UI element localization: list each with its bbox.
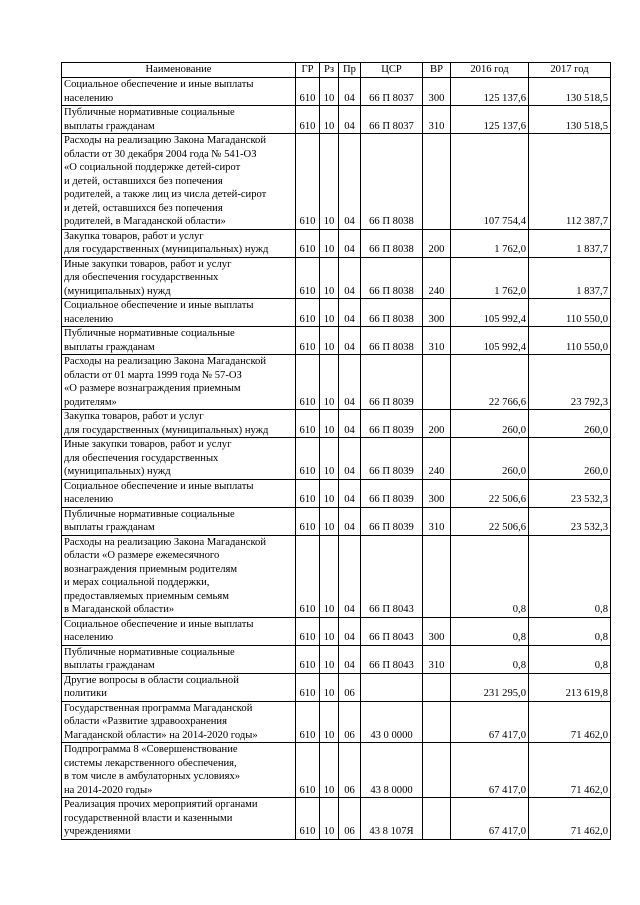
cell-name: Социальное обеспечение и иные выплаты населению [62,617,296,645]
cell-vr: 200 [423,229,451,257]
cell-vr [423,798,451,840]
cell-vr: 300 [423,617,451,645]
header-2017: 2017 год [529,63,611,78]
cell-2016: 105 992,4 [451,327,529,355]
cell-pr: 04 [339,106,361,134]
cell-rz: 10 [320,798,339,840]
cell-name: Расходы на реализацию Закона Магаданской области от 01 марта 1999 года № 57-ОЗ «О размере вознаграждения приемным родителям» [62,355,296,410]
cell-csr: 66 П 8038 [361,229,423,257]
cell-name: Закупка товаров, работ и услуг для государственных (муниципальных) нужд [62,410,296,438]
cell-2017: 0,8 [529,645,611,673]
cell-vr: 310 [423,327,451,355]
cell-csr: 66 П 8038 [361,257,423,299]
cell-csr [361,673,423,701]
cell-name: Публичные нормативные социальные выплаты гражданам [62,327,296,355]
cell-csr: 66 П 8039 [361,410,423,438]
cell-gr: 610 [296,327,320,355]
cell-vr [423,743,451,798]
cell-vr: 300 [423,299,451,327]
cell-vr: 310 [423,645,451,673]
cell-2017: 260,0 [529,410,611,438]
table-row [62,479,611,507]
cell-2016: 125 137,6 [451,78,529,106]
cell-csr: 66 П 8038 [361,327,423,355]
table-row [62,78,611,106]
cell-rz: 10 [320,535,339,617]
cell-name: Расходы на реализацию Закона Магаданской области от 30 декабря 2004 года № 541-ОЗ «О социальной поддержке детей-сирот и детей, оставшихся без попечения родителей, а также лиц из числа детей-сирот и детей, оставшихся без попечения родителей, в Магаданской области» [62,134,296,230]
table-row [62,229,611,257]
table-row [62,299,611,327]
cell-rz: 10 [320,299,339,327]
cell-pr: 06 [339,798,361,840]
cell-2016: 105 992,4 [451,299,529,327]
cell-csr: 66 П 8043 [361,645,423,673]
header-gr: ГР [296,63,320,78]
table-body [62,78,611,840]
header-pr: Пр [339,63,361,78]
cell-2016: 0,8 [451,535,529,617]
cell-2017: 1 837,7 [529,257,611,299]
cell-pr: 04 [339,410,361,438]
cell-2017: 71 462,0 [529,743,611,798]
cell-gr: 610 [296,355,320,410]
cell-csr: 66 П 8043 [361,535,423,617]
cell-2017: 71 462,0 [529,701,611,743]
cell-pr: 06 [339,743,361,798]
cell-vr [423,535,451,617]
cell-rz: 10 [320,479,339,507]
table-row [62,743,611,798]
cell-name: Расходы на реализацию Закона Магаданской области «О размере ежемесячного вознаграждения приемным родителям и мерах социальной поддержки, предоставляемых приемным семьям в Магаданской области» [62,535,296,617]
cell-name: Реализация прочих мероприятий органами государственной власти и казенными учреждениями [62,798,296,840]
cell-pr: 06 [339,701,361,743]
cell-2016: 22 506,6 [451,479,529,507]
cell-2017: 71 462,0 [529,798,611,840]
cell-rz: 10 [320,78,339,106]
cell-2016: 0,8 [451,645,529,673]
cell-2016: 0,8 [451,617,529,645]
table-row [62,535,611,617]
cell-vr: 310 [423,507,451,535]
cell-2017: 23 792,3 [529,355,611,410]
cell-2016: 67 417,0 [451,798,529,840]
cell-2017: 260,0 [529,438,611,480]
cell-vr: 300 [423,78,451,106]
cell-name: Публичные нормативные социальные выплаты гражданам [62,645,296,673]
cell-rz: 10 [320,438,339,480]
cell-gr: 610 [296,134,320,230]
table-row [62,645,611,673]
budget-table [61,62,611,840]
cell-2017: 0,8 [529,535,611,617]
cell-gr: 610 [296,743,320,798]
cell-gr: 610 [296,78,320,106]
cell-pr: 04 [339,299,361,327]
cell-name: Иные закупки товаров, работ и услуг для обеспечения государственных (муниципальных) нужд [62,438,296,480]
budget-page [61,62,611,840]
cell-csr: 66 П 8043 [361,617,423,645]
cell-2017: 110 550,0 [529,327,611,355]
cell-pr: 04 [339,645,361,673]
cell-csr: 66 П 8039 [361,438,423,480]
cell-csr: 66 П 8037 [361,106,423,134]
cell-csr: 43 0 0000 [361,701,423,743]
cell-pr: 04 [339,617,361,645]
cell-2017: 23 532,3 [529,479,611,507]
cell-rz: 10 [320,617,339,645]
cell-2017: 130 518,5 [529,78,611,106]
cell-rz: 10 [320,673,339,701]
cell-csr: 66 П 8038 [361,134,423,230]
cell-gr: 610 [296,507,320,535]
table-row [62,438,611,480]
cell-rz: 10 [320,507,339,535]
cell-vr: 240 [423,257,451,299]
cell-name: Публичные нормативные социальные выплаты гражданам [62,507,296,535]
cell-name: Социальное обеспечение и иные выплаты населению [62,78,296,106]
cell-2017: 112 387,7 [529,134,611,230]
table-row [62,106,611,134]
cell-2017: 0,8 [529,617,611,645]
header-csr: ЦСР [361,63,423,78]
cell-pr: 04 [339,229,361,257]
cell-vr [423,673,451,701]
cell-pr: 04 [339,479,361,507]
cell-2016: 260,0 [451,410,529,438]
cell-pr: 06 [339,673,361,701]
table-row [62,617,611,645]
cell-pr: 04 [339,134,361,230]
cell-pr: 04 [339,327,361,355]
cell-csr: 66 П 8039 [361,479,423,507]
cell-2016: 1 762,0 [451,229,529,257]
cell-gr: 610 [296,645,320,673]
cell-2016: 107 754,4 [451,134,529,230]
cell-gr: 610 [296,701,320,743]
cell-2016: 67 417,0 [451,701,529,743]
cell-vr [423,134,451,230]
table-row [62,701,611,743]
cell-vr: 240 [423,438,451,480]
cell-csr: 66 П 8037 [361,78,423,106]
cell-vr [423,701,451,743]
header-2016: 2016 год [451,63,529,78]
cell-vr: 310 [423,106,451,134]
cell-rz: 10 [320,327,339,355]
cell-2017: 1 837,7 [529,229,611,257]
cell-name: Социальное обеспечение и иные выплаты населению [62,299,296,327]
cell-pr: 04 [339,355,361,410]
cell-name: Социальное обеспечение и иные выплаты населению [62,479,296,507]
cell-2016: 67 417,0 [451,743,529,798]
cell-2016: 260,0 [451,438,529,480]
cell-rz: 10 [320,743,339,798]
cell-name: Подпрограмма 8 «Совершенствование системы лекарственного обеспечения, в том числе в амбулаторных условиях» на 2014-2020 годы» [62,743,296,798]
cell-gr: 610 [296,798,320,840]
cell-2016: 1 762,0 [451,257,529,299]
cell-pr: 04 [339,438,361,480]
cell-pr: 04 [339,507,361,535]
cell-name: Государственная программа Магаданской области «Развитие здравоохранения Магаданской области» на 2014-2020 годы» [62,701,296,743]
cell-vr: 300 [423,479,451,507]
table-row [62,355,611,410]
cell-gr: 610 [296,673,320,701]
table-row [62,410,611,438]
cell-csr: 43 8 107Я [361,798,423,840]
cell-vr [423,355,451,410]
cell-gr: 610 [296,479,320,507]
table-row [62,327,611,355]
cell-rz: 10 [320,701,339,743]
cell-2016: 22 766,6 [451,355,529,410]
cell-gr: 610 [296,229,320,257]
cell-pr: 04 [339,535,361,617]
cell-csr: 66 П 8038 [361,299,423,327]
cell-csr: 66 П 8039 [361,355,423,410]
table-row [62,257,611,299]
cell-name: Закупка товаров, работ и услуг для государственных (муниципальных) нужд [62,229,296,257]
table-row [62,798,611,840]
cell-rz: 10 [320,257,339,299]
cell-rz: 10 [320,410,339,438]
cell-rz: 10 [320,106,339,134]
cell-gr: 610 [296,617,320,645]
cell-2017: 213 619,8 [529,673,611,701]
cell-2017: 23 532,3 [529,507,611,535]
cell-vr: 200 [423,410,451,438]
cell-csr: 66 П 8039 [361,507,423,535]
cell-csr: 43 8 0000 [361,743,423,798]
cell-2017: 130 518,5 [529,106,611,134]
header-rz: Рз [320,63,339,78]
cell-rz: 10 [320,134,339,230]
header-vr: ВР [423,63,451,78]
cell-gr: 610 [296,410,320,438]
cell-2016: 231 295,0 [451,673,529,701]
cell-pr: 04 [339,78,361,106]
header-name: Наименование [62,63,296,78]
cell-2017: 110 550,0 [529,299,611,327]
table-header-row [62,63,611,78]
cell-2016: 125 137,6 [451,106,529,134]
cell-gr: 610 [296,438,320,480]
cell-name: Другие вопросы в области социальной политики [62,673,296,701]
cell-name: Публичные нормативные социальные выплаты гражданам [62,106,296,134]
cell-name: Иные закупки товаров, работ и услуг для обеспечения государственных (муниципальных) нужд [62,257,296,299]
table-row [62,507,611,535]
cell-rz: 10 [320,645,339,673]
cell-gr: 610 [296,257,320,299]
table-row [62,673,611,701]
cell-rz: 10 [320,355,339,410]
table-row [62,134,611,230]
cell-2016: 22 506,6 [451,507,529,535]
cell-gr: 610 [296,535,320,617]
cell-gr: 610 [296,106,320,134]
cell-gr: 610 [296,299,320,327]
cell-pr: 04 [339,257,361,299]
cell-rz: 10 [320,229,339,257]
